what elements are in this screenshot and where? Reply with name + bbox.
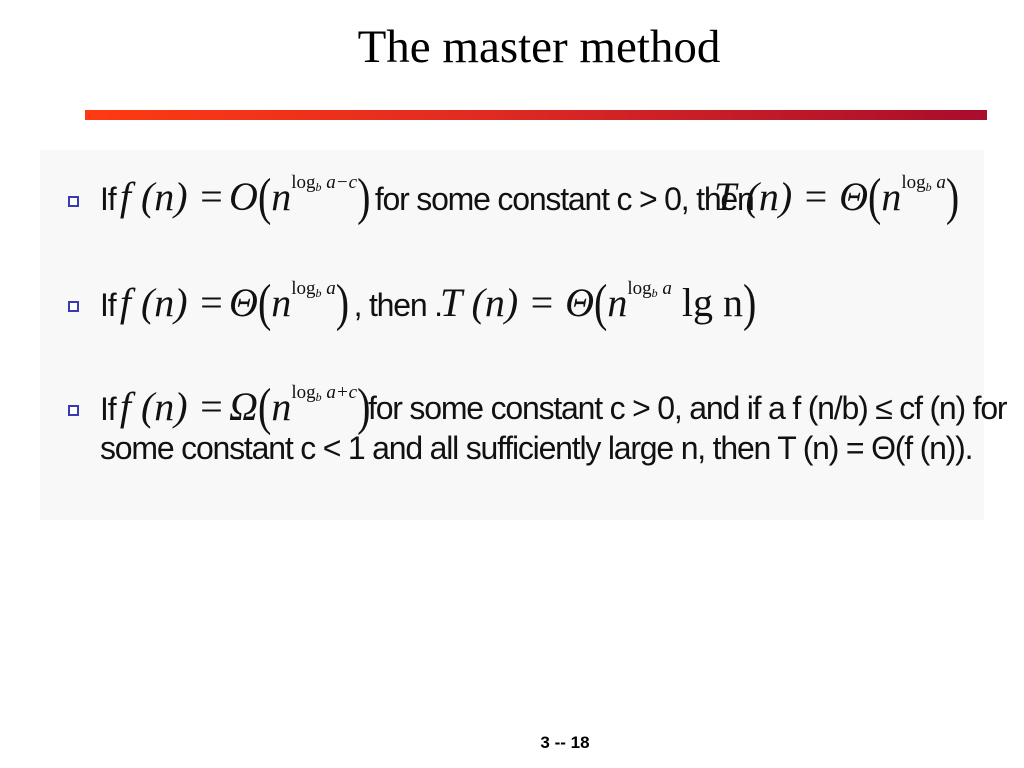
bullet-square-icon [68,196,79,207]
bullet-square-icon [68,301,79,312]
bound-expression: $\Omega(n^{log_b a+c})$ [229,377,371,436]
case-condition: for some constant c > 0, then [374,181,754,217]
t-expression: T $(n) = \Theta(n^{log_b a}$ lg n) [440,273,757,332]
f-expression: f (n) = [119,174,225,219]
case-1 [100,167,754,226]
case-3 [100,377,371,436]
case-2-result [440,273,757,332]
case-condition: for some constant c > 0, and if a f (n/b) ≤ cf (n) for [368,390,1007,426]
case-lead: If [100,287,116,323]
bound-expression: $O(n^{log_b a-c})$ [229,167,371,226]
f-expression: f (n) = [119,384,225,429]
case-lead: If [100,391,116,427]
case-continuation: some constant c < 1 and all sufficiently large n, then T (n) = Θ(f (n)). [100,430,973,466]
slide-title: The master method [357,21,721,73]
case-lead: If [100,181,116,217]
f-expression: f (n) = [119,280,225,325]
case-3-condition [368,390,1006,427]
case-condition: , then . [353,287,442,323]
bound-expression: $\Theta(n^{log_b a})$ [229,273,350,332]
case-3-continuation [100,430,972,467]
case-2 [100,273,442,332]
page-number: 3 -- 18 [540,733,590,752]
title-divider [85,110,987,120]
t-expression: T $(n) = \Theta(n^{log_b a})$ [714,167,960,226]
bullet-square-icon [68,405,79,416]
case-1-result [714,167,960,226]
